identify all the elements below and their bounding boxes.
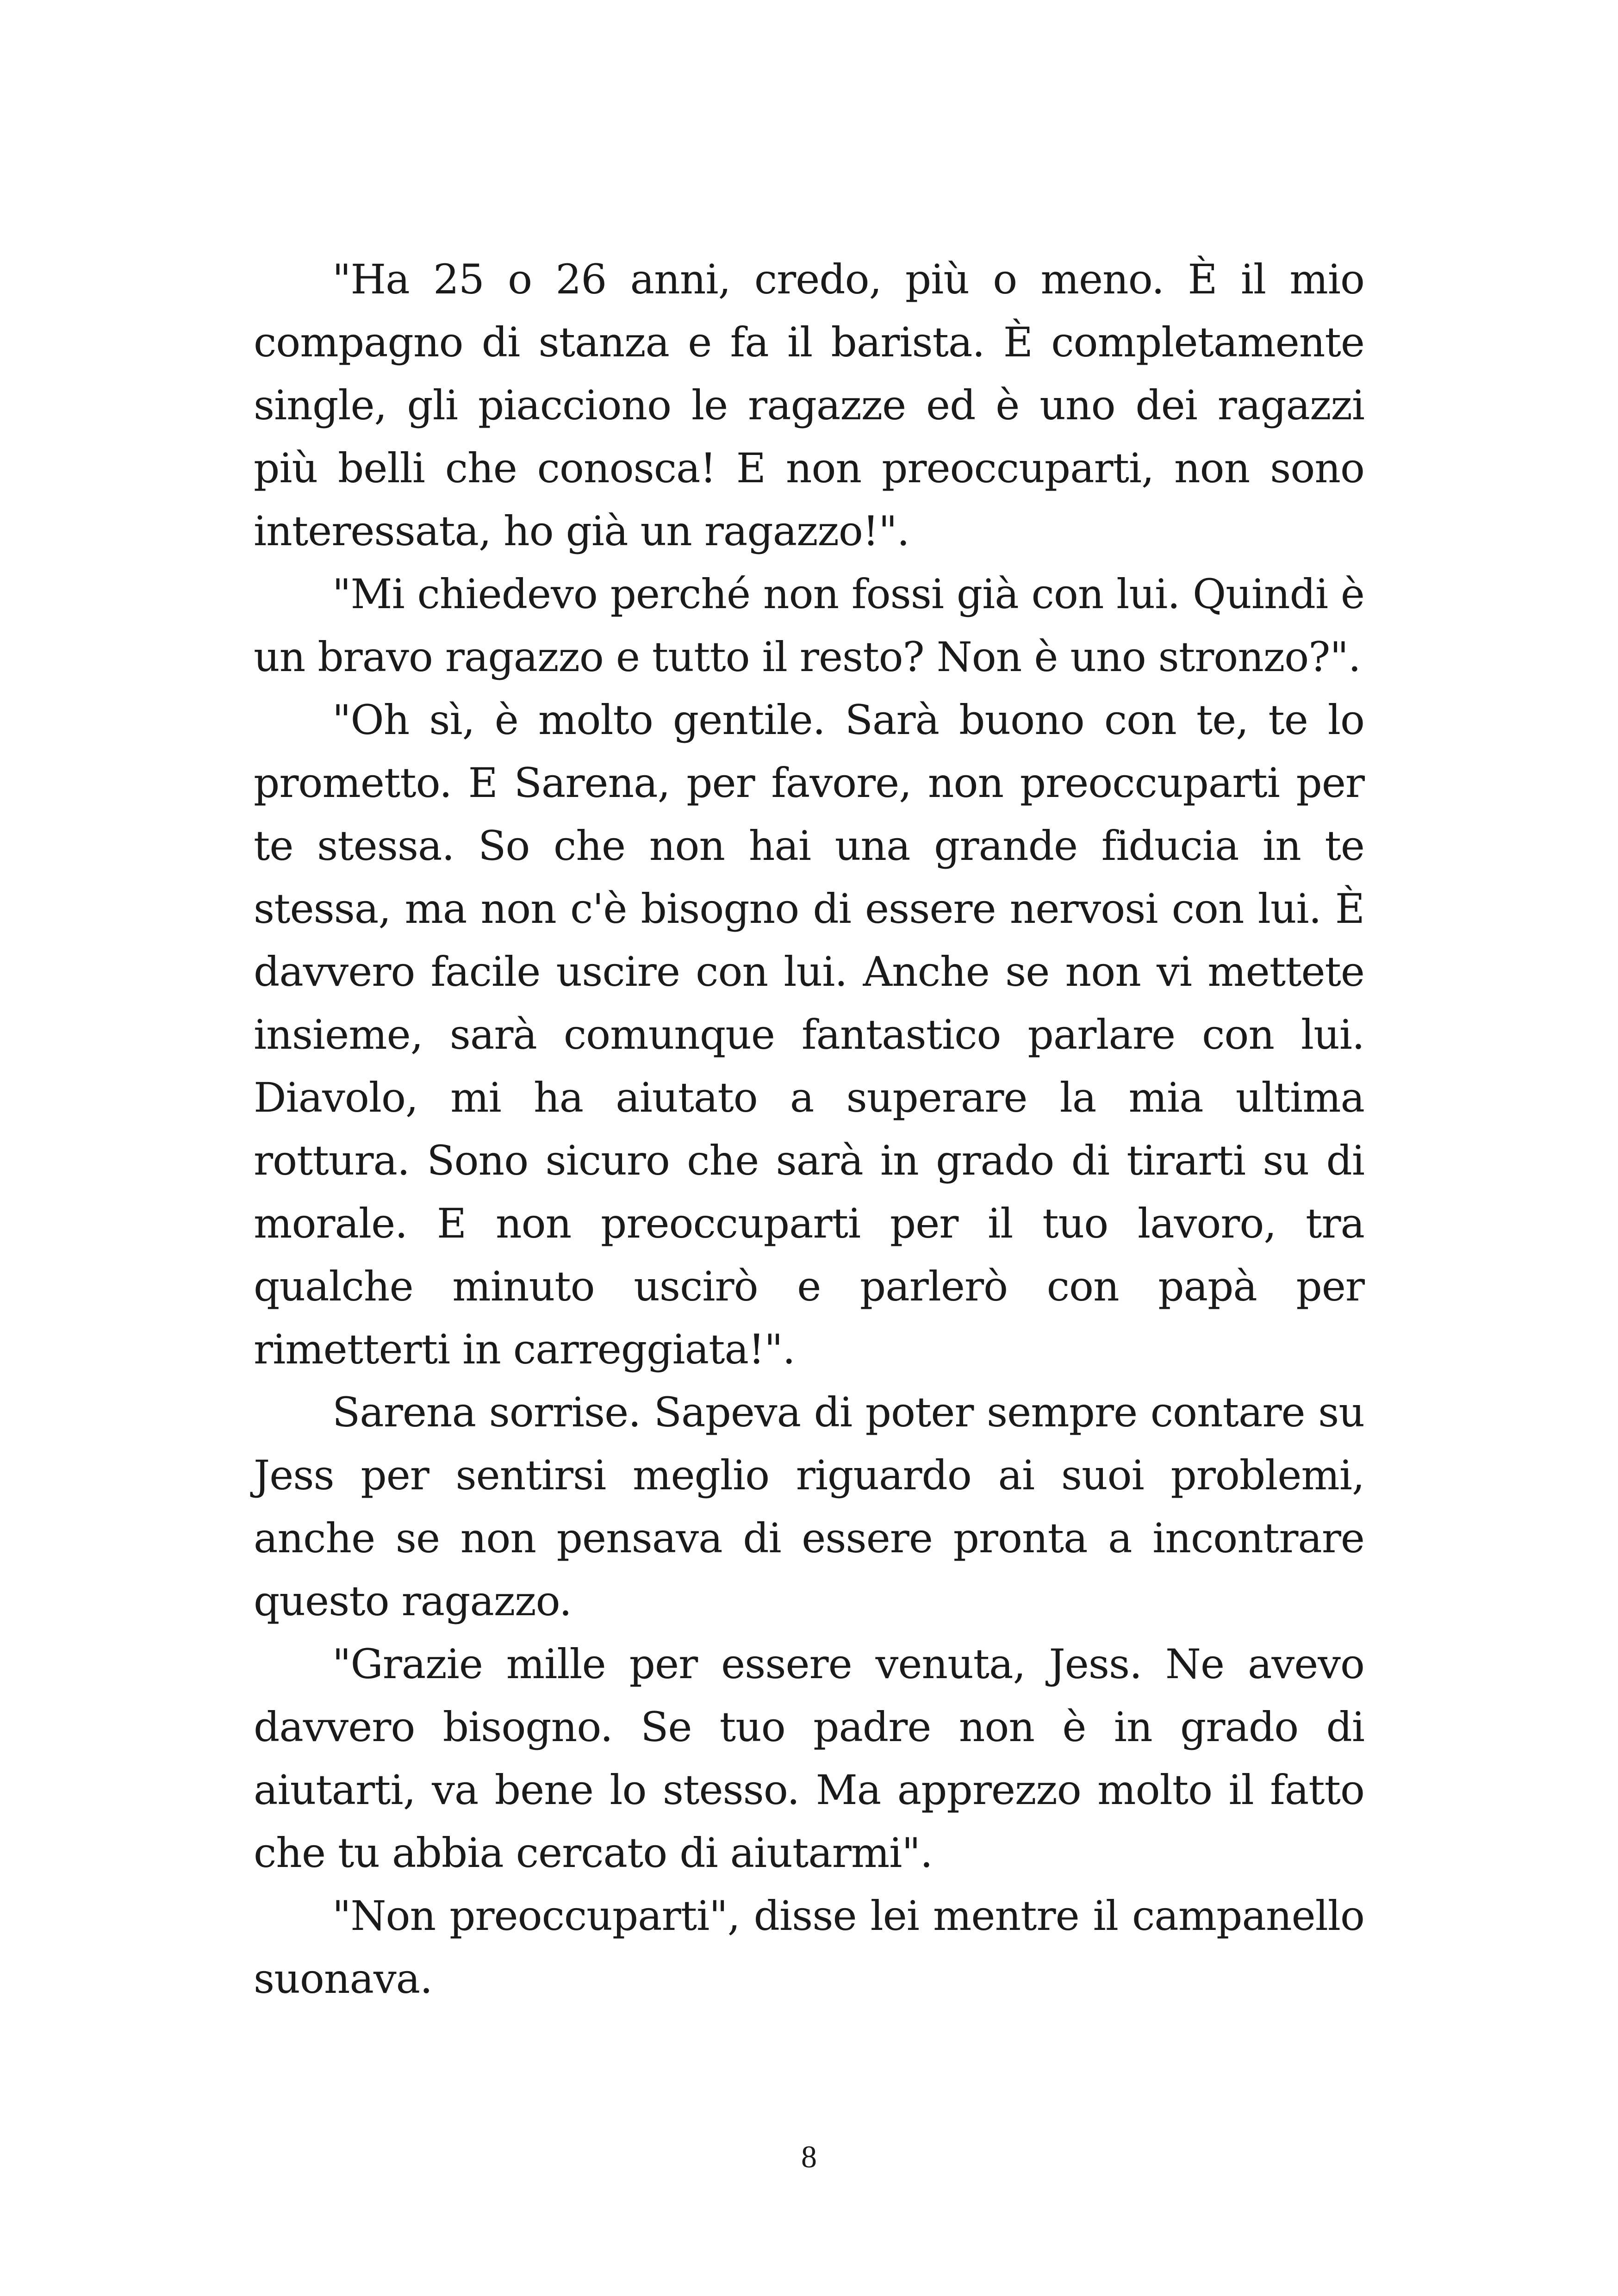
paragraph-4: Sarena sorrise. Sapeva di poter sempre contare su Jess per sentirsi meglio riguardo ai suoi problemi, anche se non pensava di essere pronta a incontrare questo ragazzo. <box>254 1388 1364 1625</box>
page-number: 8 <box>801 2139 817 2174</box>
paragraph-5: "Grazie mille per essere venuta, Jess. Ne avevo davvero bisogno. Se tuo padre non è in grado di aiutarti, va bene lo stesso. Ma apprezzo molto il fatto che tu abbia cercato di aiutarmi". <box>254 1640 1364 1877</box>
paragraph-1: "Ha 25 o 26 anni, credo, più o meno. È il mio compagno di stanza e fa il barista. È completamente single, gli piacciono le ragazze ed è uno dei ragazzi più belli che conosca! E non preoccuparti, non sono interessata, ho già un ragazzo!". <box>254 255 1364 555</box>
body-text <box>254 248 1364 2010</box>
paragraph-6: "Non preoccuparti", disse lei mentre il campanello suonava. <box>254 1892 1364 2003</box>
paragraph-3: "Oh sì, è molto gentile. Sarà buono con te, te lo prometto. E Sarena, per favore, non preoccuparti per te stessa. So che non hai una grande fiducia in te stessa, ma non c'è bisogno di essere nervosi con lui. È davvero facile uscire con lui. Anche se non vi mettete insieme, sarà comunque fantastico parlare con lui. Diavolo, mi ha aiutato a superare la mia ultima rottura. Sono sicuro che sarà in grado di tirarti su di morale. E non preoccuparti per il tuo lavoro, tra qualche minuto uscirò e parlerò con papà per rimetterti in carreggiata!". <box>254 696 1364 1373</box>
paragraph-2: "Mi chiedevo perché non fossi già con lui. Quindi è un bravo ragazzo e tutto il resto? Non è uno stronzo?". <box>254 570 1364 681</box>
